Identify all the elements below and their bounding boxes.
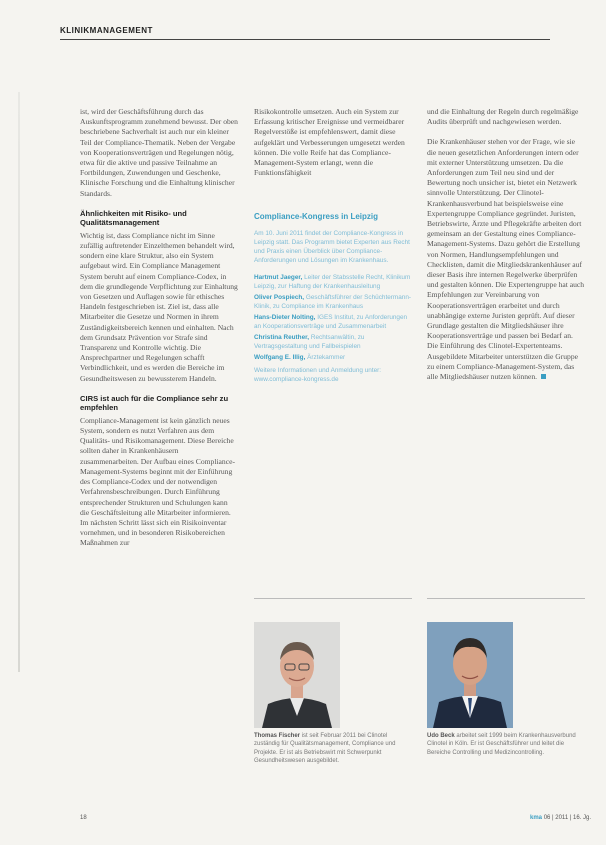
speaker-text: Ärztekammer [307, 353, 346, 361]
author-bio: arbeitet seit 1999 beim Krankenhausverbund Clinotel in Köln. Er ist Geschäftsführer und leitet die Bereiche Controlling und Medizincontrolling. [427, 733, 576, 756]
page-header [60, 26, 550, 40]
speaker-name: Wolfgang E. Illig, [254, 353, 306, 361]
author-name: Udo Beck [427, 733, 455, 739]
speaker-item [254, 293, 412, 311]
speaker-text: Leiter der Stabsstelle Recht, Klinikum Leipzig, zur Haftung der Krankenhausleitung [254, 273, 411, 290]
speaker-name: Hans-Dieter Nolting, [254, 313, 316, 321]
paragraph: Compliance-Management ist kein gänzlich neues System, sondern es nutzt Verfahren aus dem Qualitäts- und Risikomanagement. Diese Bereiche sollten daher in Krankenhäusern zusammenarbeiten. Der Aufbau eines Compliance-Management-Systems beginnt mit der Einführung des Compliance-Codex und der notwendigen Verfahrensbeschreibungen. Durch Einführung entsprechender Strukturen und Schulungen kann die Geschäftsleitung alle Mitarbeiter informieren. Im nächsten Schritt lässt sich ein Risikoinventar vornehmen, und in besonderen Risikobereichen Maßnahmen zur [80, 415, 235, 548]
section-title: KLINIKMANAGEMENT [60, 26, 153, 35]
issue-text: 06 | 2011 | 16. Jg. [543, 815, 592, 821]
header-rule [60, 39, 550, 40]
article-column-3 [427, 107, 585, 392]
end-of-article-mark [541, 374, 546, 379]
paragraph: Wichtig ist, dass Compliance nicht im Sinne zufällig auftretender Einzelthemen behandelt wird, sondern eine klare Struktur, also ein System aufgebaut wird. Ein Compliance Management System beruht auf einem Compliance-Codex, in dem die grundlegende Verpflichtung zur Einhaltung von Gesetzen und Auflagen sowie für ethisches Handeln festgeschrieben ist. Ziel ist, dass alle Mitarbeiter die Gesetze und Normen in ihrem Zuständigkeitsbereich kennen und einhalten. Nach dem Grundsatz Prävention vor Strafe sind Transparenz und Kontrolle wichtig. Die Ansprechpartner und Regelungen schafft Verbindlichkeit, und es werden die Bereiche im Gesundheitswesen zu bewussterem Handeln. [80, 230, 238, 383]
speaker-item [254, 333, 412, 351]
paragraph: Risikokontrolle umsetzen. Auch ein System zur Erfassung kritischer Ereignisse und vermeidbarer Regelverstöße ist empfehlenswert, damit diese aufgeklärt und Verbesserungen umgesetzt werden können. Die volle Reife hat das Compliance-Management-System erlangt, wenn die Funktionsfähigkeit [254, 107, 405, 178]
author-photo-beck [427, 622, 513, 728]
speaker-item [254, 353, 412, 362]
speaker-name: Hartmut Jaeger, [254, 273, 303, 281]
paragraph-text: Die Krankenhäuser stehen vor der Frage, wie sie die neuen gesetzlichen Anforderungen intern oder mit externer Unterstützung umsetzen. Da die Anforderungen zum Teil neu sind und der Bewertung noch unsicher ist, bietet ein Netzwerk sinnvolle Unterstützung. Der Clinotel-Krankenhausverbund hat beispielsweise eine Expertengruppe Compliance gegründet. Juristen, Betriebswirte, Ärzte und Pflegekräfte arbeiten dort gemeinsam an der Gestaltung eines Compliance-Management-Systems. Dazu gehört die Erstellung von Normen, Handlungsempfehlungen und Checklisten, damit die Mitgliedskrankenhäuser auf dieser Basis ihre internen Regelwerke überprüfen und gestalten können. Die Expertengruppe hat auch Empfehlungen zur Vereinbarung von Kooperationsverträgen erarbeitet und durch unabhängige externe Juristen geprüft. Auf dieser Grundlage gestalten die Mitgliedshäuser ihre Kooperationsverträge und passen bei Bedarf an. Die Einführung des Clinotel-Expertenteams. Ausgebildete Mitarbeiter unterstützen die Gruppe zu einem Compliance-Management-System, das alle Mitgliedshäuser nutzen können. [427, 137, 585, 382]
caption-rule-right [427, 598, 585, 599]
speaker-name: Christina Reuther, [254, 333, 310, 341]
paragraph [427, 137, 585, 382]
paragraph: und die Einhaltung der Regeln durch regelmäßige Audits überprüft und nachgewiesen werden. [427, 107, 579, 127]
speaker-text: Geschäftsführer der Schüchtermann-Klinik, zu Compliance im Krankenhaus [254, 293, 412, 310]
infobox-title: Compliance-Kongress in Leipzig [254, 212, 379, 222]
article-column-2 [254, 107, 412, 384]
scan-edge-shadow [18, 92, 20, 672]
author-photo-fischer [254, 622, 340, 728]
speaker-name: Oliver Pospiech, [254, 293, 305, 301]
speaker-text: Rechtsanwältin, zu Vertragsgestaltung und Fallbeispielen [254, 333, 365, 350]
author-bio: ist seit Februar 2011 bei Clinotel zuständig für Qualitätsmanagement, Compliance und Projekte. Er ist als Betriebswirt mit Schwerpunkt Gesundheitswesen ausgebildet. [254, 733, 396, 765]
portrait-image [427, 622, 513, 728]
speaker-text: IGES Institut, zu Anforderungen an Kooperationsverträge und Zusammenarbeit [254, 313, 408, 330]
portrait-image [254, 622, 340, 728]
magazine-logo: kma [530, 815, 543, 821]
author-caption-fischer [254, 732, 412, 766]
speaker-item [254, 313, 412, 331]
infobox-intro: Am 10. Juni 2011 findet der Compliance-Kongress in Leipzig statt. Das Programm bietet Experten aus Recht und Praxis einen Überblick über Compliance-Anforderungen und Lösungen im Krankenhaus. [254, 229, 410, 264]
issue-info [530, 815, 591, 821]
subheading: CIRS ist auch für die Compliance sehr zu empfehlen [80, 393, 229, 413]
speaker-item [254, 273, 412, 291]
author-caption-beck [427, 732, 585, 757]
subheading: Ähnlichkeiten mit Risiko- und Qualitätsmanagement [80, 208, 187, 228]
paragraph: ist, wird der Geschäftsführung durch das Auskunftsprogramm zunehmend bewusst. Der oben beschriebene Sachverhalt ist auch nur ein kleiner Teil der Compliance-Thematik. Neben der Vergabe von Kooperationsverträgen und Regelungen nötig, etwa für die aktive und passive Teilnahme an Fortbildungen, Zuwendungen und Geschenke, Klinische Forschung und die Einhaltung klinischer Standards. [80, 107, 238, 198]
caption-rule-left [254, 598, 412, 599]
infobox-footer: Weitere Informationen und Anmeldung unter: www.compliance-kongress.de [254, 366, 382, 383]
article-column-1 [80, 107, 238, 559]
author-name: Thomas Fischer [254, 733, 301, 739]
page-number: 18 [80, 815, 87, 821]
